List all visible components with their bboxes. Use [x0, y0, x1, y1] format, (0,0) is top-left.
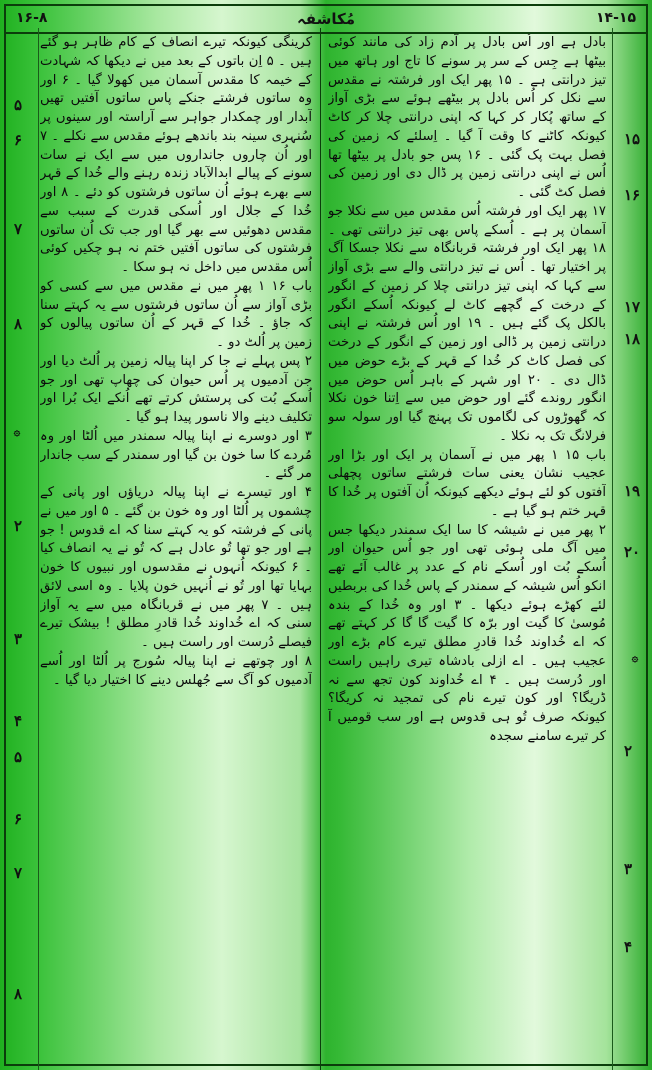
right-margin-rule [612, 28, 613, 1070]
verse-number: ۴ [624, 938, 633, 956]
paragraph: ۴ اور تیسرے نے اپنا پیالہ دریاؤں اور پانی کے چشموں پر اُلٹا اور وہ خون بن گئے ۔ ۵ اور میں نے پانی کے فرشتہ کو یہ کہتے سنا کہ اے قدوس ! جو ہے اور جو تھا تُو عادل ہے کہ تُو نے یہ انصاف کیا ۔ ۶ کیونکہ اُنہوں نے مقدسوں اور نبیوں کا خون بہایا تھا اور تُو نے اُنہیں خون پلایا ۔ وہ اسی لائق ہیں ۔ ۷ پھر میں نے قربانگاہ میں سے یہ آواز سنی کہ اے خُداوند خُدا قادرِ مطلق ! بیشک تیرے فیصلے دُرست اور راست ہیں ۔ [40, 485, 312, 650]
paragraph: ۸ اور چوتھے نے اپنا پیالہ سُورج پر اُلٹا اور اُسے آدمیوں کو آگ سے جُھلس دینے کا اختیار دیا گیا ۔ [40, 653, 312, 688]
verse-number: ۸ [14, 315, 23, 333]
verse-number: ۷ [14, 220, 23, 238]
verse-number: ۶ [14, 131, 23, 149]
verse-number: ۳ [624, 860, 633, 878]
paragraph: بادل ہے اور اُس بادل پر آدم زاد کی مانند کوئی بیٹھا ہے جِس کے سر پر سونے کا تاج اور ہاتھ میں تیز درانتی ہے ۔ ۱۵ پھر ایک اور فرشتہ نے مقدس سے نکل کر اُس بادل پر بیٹھے ہوئے سے بڑی آواز کے ساتھ پُکار کر کہا کہ اپنی درانتی چلا کر کاٹ کیونکہ کاٹنے کا وقت آ گیا ۔ اِسلئے کہ زمین کی فصل بہت پک گئی ۔ ۱۶ پس جو بادل پر بیٹھا تھا اُس نے اپنی درانتی زمین پر ڈال دی اور زمین کی فصل کٹ گئی ۔ [328, 35, 606, 200]
verse-number: ۴ [14, 712, 23, 730]
paragraph: باب ۱۵ ۱ پھر میں نے آسمان پر ایک اور بڑا اور عجیب نشان یعنی سات فرشتے ساتوں پچھلی آفتوں کو لئے ہوئے دیکھے کیونکہ اُن آفتوں پر خُدا کا قہر ختم ہو گیا ہے ۔ [328, 447, 606, 519]
verse-number: ۱۸ [624, 330, 641, 348]
book-title: مُکاشفہ [297, 10, 355, 28]
verse-number: ۷ [14, 864, 23, 882]
verse-range-left: ۱۶-۸ [16, 10, 48, 26]
chapter-marker-icon: ۞ [631, 651, 639, 664]
page-header [6, 6, 646, 34]
verse-number: ۶ [14, 810, 23, 828]
verse-range-right: ۱۴-۱۵ [596, 10, 636, 26]
verse-number: ۵ [14, 96, 23, 114]
verse-number: ۱۷ [624, 298, 641, 316]
verse-number: ۲۰ [624, 543, 641, 561]
left-text-column [40, 34, 312, 1064]
paragraph: باب ۱۶ ۱ پھر میں نے مقدس میں سے کسی کو بڑی آواز سے اُن ساتوں فرشتوں سے یہ کہتے سنا کہ جاؤ ۔ خُدا کے قہر کے اُن ساتوں پیالوں کو زمین پر اُلٹ دو ۔ [40, 278, 312, 350]
right-text-column [328, 34, 606, 1064]
verse-number: ۱۹ [624, 482, 641, 500]
paragraph: ۳ اور دوسرے نے اپنا پیالہ سمندر میں اُلٹا اور وہ مُردے کا سا خون بن گیا اور سمندر کے سب جاندار مر گئے ۔ [40, 428, 312, 482]
verse-number: ۸ [14, 985, 23, 1003]
chapter-marker-icon: ۞ [13, 425, 21, 438]
paragraph: ۲ پس پہلے نے جا کر اپنا پیالہ زمین پر اُلٹ دیا اور جن آدمیوں پر اُس حیوان کی چھاپ تھی اور جو اُسکے بُت کی پرستش کرتے تھے اُنکے ایک بُرا اور تکلیف دینے والا ناسور پیدا ہو گیا ۔ [40, 353, 312, 425]
verse-number: ۱۶ [624, 186, 641, 204]
paragraph: کرینگی کیونکہ تیرے انصاف کے کام ظاہر ہو گئے ہیں ۔ ۵ اِن باتوں کے بعد میں نے دیکھا کہ شہادت کے خیمہ کا مقدس آسمان میں کھولا گیا ۔ ۶ اور وہ ساتوں فرشتے جنکے پاس ساتوں آفتیں تھیں آبدار اور چمکدار جواہر سے آراستہ اور سینوں پر سُنہری سینہ بند باندھے ہوئے مقدس سے نکلے ۔ ۷ اور اُن چاروں جانداروں میں سے ایک نے سات سونے کے پیالے ابدالآباد زندہ رہنے والے خُدا کے قہر سے بھرے ہوئے اُن ساتوں فرشتوں کو دئے ۔ ۸ اور خُدا کے جلال اور اُسکی قدرت کے سبب سے مقدس دھوئیں سے بھر گیا اور جب تک اُن ساتوں فرشتوں کی ساتوں آفتیں ختم نہ ہو چکیں کوئی اُس مقدس میں داخل نہ ہو سکا ۔ [40, 35, 312, 275]
verse-number: ۵ [14, 748, 23, 766]
paragraph: ۲ پھر میں نے شیشہ کا سا ایک سمندر دیکھا جس میں آگ ملی ہوئی تھی اور جو اُس حیوان اور اُسکے بُت اور اُسکے نام کے عدد پر غالب آئے تھے انکو اُس شیشہ کے سمندر کے پاس خُدا کی بربطیں لئے کھڑے ہوئے دیکھا ۔ ۳ اور وہ خُدا کے بندہ مُوسیٰ کا گیت اور برّہ کا گیت گا گا کر کہتے تھے کہ اے خُداوند خُدا قادرِ مطلق تیرے کام بڑے اور عجیب ہیں ۔ اے ازلی بادشاہ تیری راہیں راست اور دُرست ہیں ۔ ۴ اے خُداوند کون تجھ سے نہ ڈریگا؟ اور کون تیرے نام کی تمجید نہ کریگا؟ کیونکہ صرف تُو ہی قدوس ہے اور سب قومیں آ کر تیرے سامنے سجدہ [328, 522, 606, 744]
paragraph: ۱۷ پھر ایک اور فرشتہ اُس مقدس میں سے نکلا جو آسمان پر ہے ۔ اُسکے پاس بھی تیز درانتی تھی ۔ ۱۸ پھر ایک اور فرشتہ قربانگاہ سے نکلا جسکا آگ پر اختیار تھا ۔ اُس نے تیز درانتی والے سے بڑی آواز سے کہا کہ اپنی تیز درانتی چلا کر زمین کے انگور کے درخت کے گچھے کاٹ لے کیونکہ اُسکے انگور بالکل پک گئے ہیں ۔ ۱۹ اور اُس فرشتہ نے اپنی درانتی زمین پر ڈالی اور زمین کے انگور کے درخت کی فصل کاٹ کر خُدا کے قہر کے بڑے حوض میں ڈال دی ۔ ۲۰ اور شہر کے باہر اُس حوض میں انگور روندے گئے اور حوض میں سے اِتنا خون نکلا کہ گھوڑوں کی لگاموں تک پہنچ گیا اور سولہ سو فرلانگ تک بہ نکلا ۔ [328, 203, 606, 444]
verse-number: ۳ [14, 630, 23, 648]
column-divider [320, 28, 321, 1070]
left-margin-rule [38, 28, 39, 1070]
verse-number: ۱۵ [624, 130, 641, 148]
verse-number: ۲ [14, 517, 23, 535]
verse-number: ۲ [624, 742, 633, 760]
